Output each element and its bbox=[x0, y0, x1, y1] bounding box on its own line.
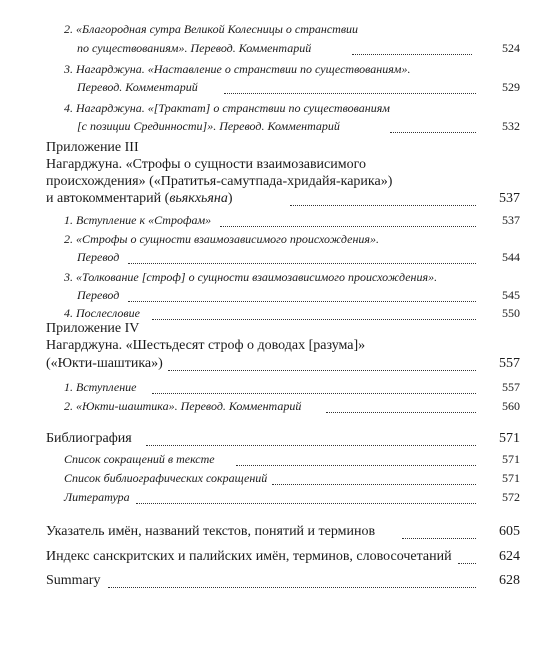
toc-leader bbox=[326, 412, 476, 413]
toc-leader bbox=[402, 538, 476, 539]
toc-leader bbox=[152, 319, 476, 320]
toc-page-number: 571 bbox=[502, 471, 520, 485]
toc-leader bbox=[272, 484, 476, 485]
toc-page-number: 545 bbox=[502, 288, 520, 302]
toc-page-number: 537 bbox=[502, 213, 520, 227]
appendix-3-item-3-line1: 3. «Толкование [строф] о сущности взаимозависимого происхождения». bbox=[64, 270, 438, 284]
appendix-4-title-line2: («Юкти-шаштика») bbox=[46, 356, 163, 371]
appendix-4-item-1: 1. Вступление bbox=[64, 380, 137, 394]
toc-page-number: 537 bbox=[499, 191, 520, 206]
toc-page-number: 572 bbox=[502, 490, 520, 504]
bibliography-item-2: Список библиографических сокращений bbox=[64, 471, 268, 485]
toc-page-number: 524 bbox=[502, 41, 520, 55]
toc-page-number: 624 bbox=[499, 549, 520, 564]
toc-page-number: 571 bbox=[499, 431, 520, 446]
toc-entry-2-line2: по существованиям». Перевод. Комментарий bbox=[77, 41, 312, 55]
appendix-3-item-2-line2: Перевод bbox=[77, 250, 120, 264]
appendix-3-heading: Приложение III bbox=[46, 140, 139, 155]
toc-page-number: 557 bbox=[499, 356, 520, 371]
toc-leader bbox=[168, 370, 476, 371]
toc-page-number: 550 bbox=[502, 306, 520, 320]
toc-page-number: 529 bbox=[502, 80, 520, 94]
toc-page-number: 557 bbox=[502, 380, 520, 394]
toc-entry-2-line1: 2. «Благородная сутра Великой Колесницы о странствии bbox=[64, 22, 359, 36]
summary-entry: Summary bbox=[46, 573, 101, 588]
toc-entry-3-line1: 3. Нагарджуна. «Наставление о странствии по существованиям». bbox=[64, 62, 411, 76]
toc-leader bbox=[290, 205, 476, 206]
toc-entry-4-line2: [с позиции Срединности]». Перевод. Комментарий bbox=[77, 119, 340, 133]
toc-leader bbox=[136, 503, 476, 504]
toc-leader bbox=[146, 445, 476, 446]
toc-leader bbox=[236, 465, 476, 466]
toc-leader bbox=[352, 54, 472, 55]
toc-leader bbox=[390, 132, 476, 133]
toc-leader bbox=[128, 263, 476, 264]
toc-page-number: 628 bbox=[499, 573, 520, 588]
appendix-4-heading: Приложение IV bbox=[46, 321, 140, 336]
index-names-entry: Указатель имён, названий текстов, понятий и терминов bbox=[46, 524, 376, 539]
appendix-3-item-1: 1. Вступление к «Строфам» bbox=[64, 213, 212, 227]
toc-leader bbox=[224, 93, 476, 94]
appendix-3-item-4: 4. Послесловие bbox=[64, 306, 140, 320]
toc-entry-3-line2: Перевод. Комментарий bbox=[77, 80, 198, 94]
toc-leader bbox=[458, 563, 476, 564]
toc-page-number: 532 bbox=[502, 119, 520, 133]
bibliography-item-1: Список сокращений в тексте bbox=[64, 452, 215, 466]
toc-page-number: 560 bbox=[502, 399, 520, 413]
appendix-3-title-line3: и автокомментарий (вьякхьяна) bbox=[46, 191, 233, 206]
toc-leader bbox=[108, 587, 476, 588]
appendix-3-title-line1: Нагарджуна. «Строфы о сущности взаимозависимого bbox=[46, 157, 367, 172]
toc-leader bbox=[128, 301, 476, 302]
appendix-4-title-line1: Нагарджуна. «Шестьдесят строф о доводах [разума]» bbox=[46, 338, 366, 353]
bibliography-heading: Библиография bbox=[46, 431, 132, 446]
appendix-3-title-line2: происхождения» («Пратитья-самутпада-хридайя-карика») bbox=[46, 174, 393, 189]
toc-page-number: 605 bbox=[499, 524, 520, 539]
toc-entry-4-line1: 4. Нагарджуна. «[Трактат] о странствии по существованиям bbox=[64, 101, 390, 115]
appendix-4-item-2: 2. «Юкти-шаштика». Перевод. Комментарий bbox=[64, 399, 302, 413]
toc-leader bbox=[220, 226, 476, 227]
toc-leader bbox=[152, 393, 476, 394]
appendix-3-item-2-line1: 2. «Строфы о сущности взаимозависимого происхождения». bbox=[64, 232, 379, 246]
toc-page-number: 571 bbox=[502, 452, 520, 466]
index-sanskrit-entry: Индекс санскритских и палийских имён, терминов, словосочетаний bbox=[46, 549, 452, 564]
appendix-3-item-3-line2: Перевод bbox=[77, 288, 120, 302]
bibliography-item-3: Литература bbox=[64, 490, 130, 504]
toc-page-number: 544 bbox=[502, 250, 520, 264]
